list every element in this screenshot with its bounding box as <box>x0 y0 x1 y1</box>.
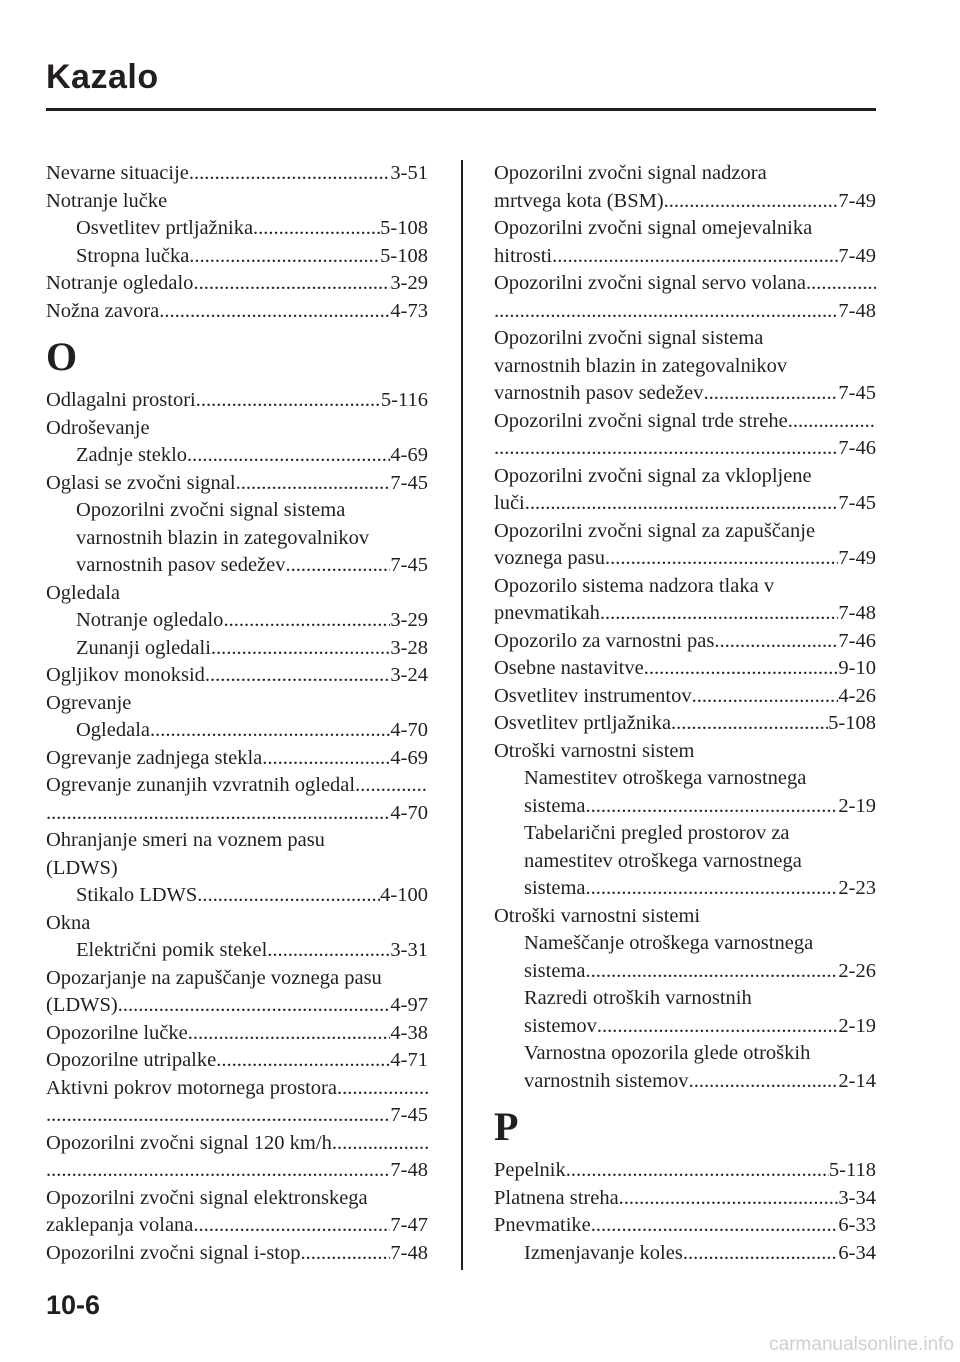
entry-text: Zunanji ogledali <box>76 636 211 659</box>
entry-text: Opozorilni zvočni signal i-stop <box>46 1241 301 1264</box>
index-heading <box>46 690 428 718</box>
dot-leader <box>211 635 391 663</box>
entry-page-ref: 9-10 <box>838 657 876 679</box>
dot-leader <box>262 745 390 773</box>
entry-page-ref: 5-116 <box>380 389 428 411</box>
entry-text: Ogledala <box>46 581 120 604</box>
index-entry <box>46 1240 428 1268</box>
entry-text: Električni pomik stekel <box>76 939 268 961</box>
index-heading <box>494 353 876 381</box>
entry-page-ref: 3-24 <box>390 664 428 686</box>
index-heading <box>494 215 876 243</box>
entry-text: Aktivni pokrov motornega prostora <box>46 1076 337 1099</box>
dot-leader <box>189 160 391 188</box>
entry-text: Zadnje steklo <box>76 444 188 466</box>
dot-leader <box>236 470 391 498</box>
entry-page-ref: 2-19 <box>838 794 876 817</box>
entry-page-ref: 7-45 <box>390 554 428 576</box>
dot-leader <box>566 1157 829 1185</box>
dot-leader <box>600 600 839 628</box>
entry-text: Ogrevanje zunanjih vzvratnih ogledal <box>46 774 356 796</box>
dot-leader <box>355 772 428 800</box>
index-heading <box>494 903 876 931</box>
index-heading <box>494 820 876 848</box>
index-entry <box>494 655 876 683</box>
entry-text: Ogljikov monoksid <box>46 664 205 686</box>
dot-leader <box>46 1157 390 1185</box>
dot-leader <box>267 937 390 965</box>
entry-page-ref: 4-70 <box>390 719 428 741</box>
entry-text: Pepelnik <box>494 1159 566 1181</box>
entry-text: Stropna lučka <box>76 244 190 267</box>
entry-text: (LDWS) <box>46 856 118 879</box>
entry-page-ref: 4-97 <box>390 994 428 1016</box>
index-entry <box>46 745 428 773</box>
dot-leader <box>692 683 839 711</box>
index-heading <box>494 463 876 491</box>
index-entry <box>46 992 428 1020</box>
entry-page-ref: 5-108 <box>380 217 428 239</box>
entry-text: namestitev otroškega varnostnega <box>524 849 802 872</box>
dot-leader <box>591 1212 839 1240</box>
dot-leader <box>552 243 838 271</box>
entry-page-ref: 4-26 <box>838 684 876 707</box>
index-heading <box>494 160 876 188</box>
entry-text: Opozorilni zvočni signal elektronskega <box>46 1186 368 1209</box>
entry-text: Osvetlitev prtljažnika <box>494 712 672 734</box>
index-heading <box>494 848 876 876</box>
entry-page-ref: 4-70 <box>390 801 428 824</box>
index-heading <box>494 1040 876 1068</box>
entry-text: luči <box>494 492 525 514</box>
dot-leader <box>704 380 839 408</box>
entry-page-ref: 7-45 <box>390 471 428 494</box>
entry-text: sistema <box>524 877 586 899</box>
entry-text: varnostnih blazin in zategovalnikov <box>494 354 788 377</box>
entry-text: Opozorilni zvočni signal servo volana <box>494 272 806 294</box>
entry-text: Nevarne situacije <box>46 162 189 184</box>
entry-page-ref: 5-118 <box>828 1159 876 1181</box>
index-heading <box>46 965 428 993</box>
entry-text: pnevmatikah <box>494 602 600 624</box>
index-entry <box>494 875 876 903</box>
index-entry <box>46 442 428 470</box>
index-heading <box>46 827 428 855</box>
index-heading <box>494 765 876 793</box>
index-entry <box>494 1013 876 1041</box>
index-entry <box>46 270 428 298</box>
entry-text: Notranje ogledalo <box>76 609 224 631</box>
entry-text: Opozorilo sistema nadzora tlaka v <box>494 574 775 597</box>
entry-text: Namestitev otroškega varnostnega <box>524 767 807 789</box>
index-entry <box>494 1185 876 1213</box>
entry-text: Otroški varnostni sistemi <box>494 904 701 927</box>
entry-page-ref: 6-33 <box>838 1214 876 1236</box>
index-entry <box>46 937 428 965</box>
index-entry <box>46 1130 428 1158</box>
entry-page-ref: 2-26 <box>838 959 876 982</box>
page-header-title: Kazalo <box>46 58 159 96</box>
entry-page-ref: 4-73 <box>390 299 428 322</box>
dot-leader <box>689 1068 839 1096</box>
entry-text: varnostnih blazin in zategovalnikov <box>76 526 370 549</box>
index-entry <box>494 243 876 271</box>
entry-page-ref: 2-23 <box>838 877 876 899</box>
dot-leader <box>644 655 839 683</box>
dot-leader <box>197 882 380 910</box>
index-entry <box>46 717 428 745</box>
entry-page-ref: 2-19 <box>838 1014 876 1037</box>
entry-text: Nameščanje otroškega varnostnega <box>524 932 814 954</box>
entry-text: Ogrevanje <box>46 691 132 714</box>
section-letter: P <box>494 1104 519 1149</box>
index-entry <box>494 710 876 738</box>
dot-leader <box>619 1185 839 1213</box>
entry-page-ref: 7-48 <box>838 299 876 322</box>
dot-leader <box>664 188 839 216</box>
index-heading <box>494 573 876 601</box>
index-entry <box>46 800 428 828</box>
entry-page-ref: 7-45 <box>838 492 876 514</box>
index-entry <box>494 1212 876 1240</box>
entry-text: (LDWS) <box>46 994 118 1016</box>
index-entry <box>494 628 876 656</box>
index-column-right <box>494 160 876 1267</box>
index-heading <box>46 1185 428 1213</box>
entry-text: Notranje ogledalo <box>46 272 194 294</box>
entry-text: Ohranjanje smeri na voznem pasu <box>46 829 325 851</box>
dot-leader <box>118 992 391 1020</box>
dot-leader <box>337 1075 428 1103</box>
dot-leader <box>253 215 380 243</box>
dot-leader <box>205 662 391 690</box>
entry-page-ref: 3-51 <box>390 162 428 184</box>
index-column-left <box>46 160 428 1267</box>
entry-page-ref: 7-46 <box>838 437 876 459</box>
dot-leader <box>332 1130 428 1158</box>
index-entry <box>46 635 428 663</box>
entry-text: Opozorilne utripalke <box>46 1049 217 1071</box>
index-entry <box>494 683 876 711</box>
entry-text: Pnevmatike <box>494 1214 591 1236</box>
entry-text: Okna <box>46 911 91 934</box>
dot-leader <box>193 270 390 298</box>
entry-text: Opozorilni zvočni signal omejevalnika <box>494 217 813 239</box>
entry-text: Osvetlitev instrumentov <box>494 684 692 707</box>
dot-leader <box>46 1102 390 1130</box>
dot-leader <box>494 435 838 463</box>
dot-leader <box>586 793 839 821</box>
entry-text: sistema <box>524 794 586 817</box>
entry-page-ref: 7-48 <box>390 1241 428 1264</box>
entry-page-ref: 5-108 <box>828 712 876 734</box>
entry-text: Nožna zavora <box>46 299 160 322</box>
header-rule <box>46 108 876 111</box>
dot-leader <box>605 545 838 573</box>
index-entry <box>494 188 876 216</box>
dot-leader <box>223 607 390 635</box>
entry-text: Notranje lučke <box>46 189 168 212</box>
dot-leader <box>586 875 839 903</box>
dot-leader <box>788 408 876 436</box>
index-heading <box>46 580 428 608</box>
entry-page-ref: 4-38 <box>390 1021 428 1044</box>
index-heading <box>494 518 876 546</box>
entry-page-ref: 7-46 <box>838 629 876 652</box>
entry-text: Opozorilni zvočni signal nadzora <box>494 162 767 184</box>
index-entry <box>46 1075 428 1103</box>
entry-text: Opozorilni zvočni signal 120 km/h <box>46 1131 332 1154</box>
entry-text: Osebne nastavitve <box>494 657 644 679</box>
index-entry <box>494 545 876 573</box>
index-entry <box>494 435 876 463</box>
dot-leader <box>189 243 380 271</box>
entry-text: varnostnih pasov sedežev <box>76 554 286 576</box>
index-entry <box>46 1047 428 1075</box>
entry-text: sistemov <box>524 1014 597 1037</box>
entry-page-ref: 3-34 <box>838 1186 876 1209</box>
index-heading <box>494 985 876 1013</box>
index-entry <box>494 1157 876 1185</box>
dot-leader <box>586 958 839 986</box>
index-entry <box>494 1068 876 1096</box>
index-entry <box>46 298 428 326</box>
entry-text: Odroševanje <box>46 416 150 439</box>
dot-leader <box>525 490 839 518</box>
entry-page-ref: 4-100 <box>380 884 428 906</box>
entry-text: Ogrevanje zadnjega stekla <box>46 746 263 769</box>
entry-page-ref: 4-69 <box>390 444 428 466</box>
index-entry <box>46 552 428 580</box>
index-entry <box>494 380 876 408</box>
column-divider <box>461 160 463 1270</box>
entry-text: sistema <box>524 959 586 982</box>
entry-text: Otroški varnostni sistem <box>494 739 695 762</box>
dot-leader <box>286 552 391 580</box>
entry-text: Stikalo LDWS <box>76 884 198 906</box>
entry-page-ref: 3-29 <box>390 609 428 631</box>
entry-text: varnostnih sistemov <box>524 1069 689 1092</box>
entry-text: Odlagalni prostori <box>46 389 196 411</box>
index-entry <box>46 1020 428 1048</box>
index-heading <box>46 855 428 883</box>
entry-page-ref: 3-31 <box>390 939 428 961</box>
entry-text: Opozorilne lučke <box>46 1021 188 1044</box>
index-entry <box>46 607 428 635</box>
index-entry <box>46 1102 428 1130</box>
index-entry <box>46 662 428 690</box>
index-entry <box>494 600 876 628</box>
index-entry <box>46 470 428 498</box>
dot-leader <box>193 1212 390 1240</box>
entry-page-ref: 3-28 <box>390 636 428 659</box>
entry-page-ref: 2-14 <box>838 1069 876 1092</box>
index-heading <box>46 415 428 443</box>
entry-page-ref: 7-48 <box>838 602 876 624</box>
entry-page-ref: 7-49 <box>838 547 876 569</box>
entry-text: Opozorilni zvočni signal trde strehe <box>494 409 788 432</box>
entry-text: varnostnih pasov sedežev <box>494 382 704 404</box>
entry-text: Izmenjavanje koles <box>524 1241 683 1264</box>
entry-text: Opozorilni zvočni signal za zapuščanje <box>494 519 816 542</box>
entry-page-ref: 7-48 <box>390 1159 428 1181</box>
entry-text: Opozorilni zvočni signal sistema <box>494 327 764 349</box>
index-heading <box>494 930 876 958</box>
entry-text: Oglasi se zvočni signal <box>46 471 236 494</box>
entry-page-ref: 4-69 <box>390 746 428 769</box>
dot-leader <box>46 800 390 828</box>
index-entry <box>494 408 876 436</box>
index-entry <box>46 243 428 271</box>
entry-text: Tabelarični pregled prostorov za <box>524 822 790 844</box>
dot-leader <box>806 270 876 298</box>
dot-leader <box>683 1240 839 1268</box>
entry-text: hitrosti <box>494 244 553 267</box>
index-entry <box>46 160 428 188</box>
entry-text: Opozorilo za varnostni pas <box>494 629 715 652</box>
index-entry <box>494 1240 876 1268</box>
entry-text: voznega pasu <box>494 547 605 569</box>
entry-page-ref: 7-45 <box>838 382 876 404</box>
dot-leader <box>301 1240 391 1268</box>
index-entry <box>494 298 876 326</box>
entry-page-ref: 5-108 <box>380 244 428 267</box>
dot-leader <box>714 628 838 656</box>
index-entry <box>494 490 876 518</box>
watermark: carmanualsonline.info <box>769 1334 954 1355</box>
entry-page-ref: 7-49 <box>838 244 876 267</box>
entry-page-ref: 6-34 <box>838 1241 876 1264</box>
entry-text: Ogledala <box>76 719 150 741</box>
index-entry <box>46 387 428 415</box>
page-number: 10-6 <box>46 1290 101 1320</box>
dot-leader <box>159 298 390 326</box>
entry-page-ref: 3-29 <box>390 272 428 294</box>
entry-page-ref: 7-49 <box>838 189 876 212</box>
entry-text: Osvetlitev prtljažnika <box>76 217 254 239</box>
entry-text: Opozorilni zvočni signal sistema <box>76 499 346 521</box>
entry-text: Platnena streha <box>494 1186 619 1209</box>
index-entry <box>46 1157 428 1185</box>
entry-text: zaklepanja volana <box>46 1214 194 1236</box>
index-entry <box>494 793 876 821</box>
entry-text: Razredi otroških varnostnih <box>524 987 752 1009</box>
dot-leader <box>150 717 390 745</box>
entry-text: Opozorilni zvočni signal za vklopljene <box>494 464 812 487</box>
dot-leader <box>187 442 390 470</box>
dot-leader <box>597 1013 839 1041</box>
index-heading <box>494 738 876 766</box>
section-letter: O <box>46 334 78 379</box>
index-heading <box>46 525 428 553</box>
dot-leader <box>216 1047 390 1075</box>
dot-leader <box>196 387 381 415</box>
entry-page-ref: 7-45 <box>390 1104 428 1126</box>
index-entry <box>46 882 428 910</box>
index-heading <box>46 188 428 216</box>
entry-page-ref: 4-71 <box>390 1049 428 1071</box>
index-heading <box>494 325 876 353</box>
index-entry <box>494 270 876 298</box>
index-entry <box>494 958 876 986</box>
index-entry <box>46 1212 428 1240</box>
index-entry <box>46 772 428 800</box>
index-heading <box>46 910 428 938</box>
dot-leader <box>671 710 828 738</box>
entry-text: Varnostna opozorila glede otroških <box>524 1042 811 1064</box>
index-heading <box>46 497 428 525</box>
entry-text: mrtvega kota (BSM) <box>494 189 664 212</box>
dot-leader <box>188 1020 391 1048</box>
dot-leader <box>494 298 838 326</box>
index-entry <box>46 215 428 243</box>
entry-page-ref: 7-47 <box>390 1214 428 1236</box>
entry-text: Opozarjanje na zapuščanje voznega pasu <box>46 966 382 989</box>
